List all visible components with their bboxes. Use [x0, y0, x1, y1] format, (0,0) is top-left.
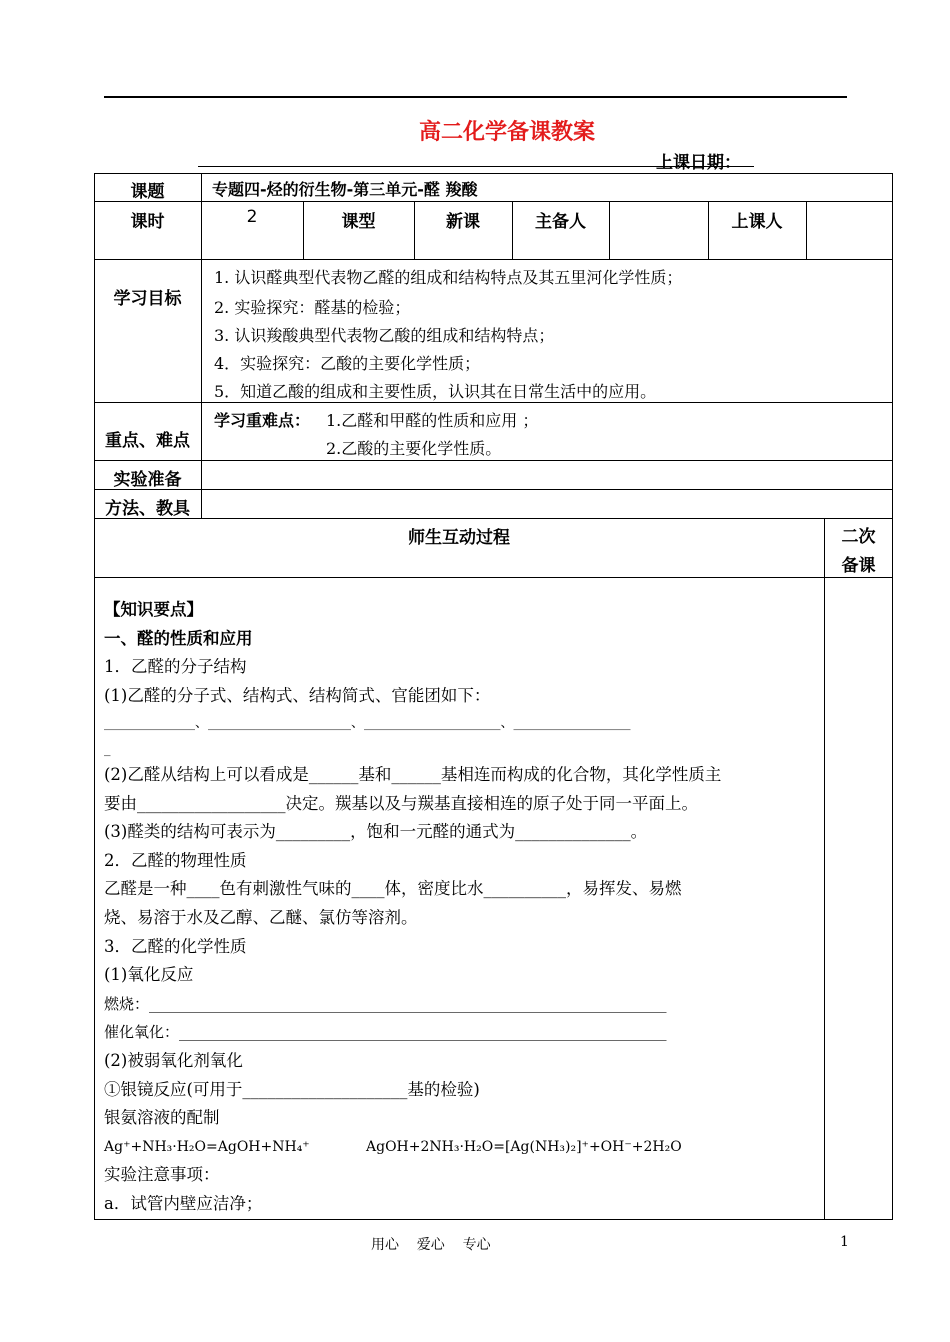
content-line: (1)乙醛的分子式、结构式、结构简式、官能团如下：: [104, 685, 491, 705]
process-header: 师生互动过程: [408, 528, 510, 548]
type-value: 新课: [446, 212, 480, 232]
col-divider: [806, 201, 807, 259]
content-line: 2．乙醛的物理性质: [104, 850, 247, 870]
row-divider: [94, 489, 893, 490]
blank-line: ______________、______________________、_____________________、__________________: [104, 716, 631, 732]
section-heading: 【知识要点】: [104, 600, 203, 619]
key-points-prefix: 学习重难点：: [214, 411, 311, 430]
content-line: 3．乙醛的化学性质: [104, 936, 247, 956]
experiment-label: 实验准备: [113, 470, 182, 490]
content-line: 银氨溶液的配制: [104, 1108, 220, 1128]
key-points-label: 重点、难点: [105, 431, 190, 451]
second-prep-label: 二次: [841, 527, 876, 547]
equation: AgOH+2NH₃·H₂O=[Ag(NH₃)₂]⁺+OH⁻+2H₂O: [366, 1138, 682, 1155]
row-divider: [94, 402, 893, 403]
content-line: 催化氧化：_________________________________________________________________: [104, 1023, 667, 1042]
content-line: 实验注意事项：: [104, 1165, 220, 1185]
date-label: 上课日期：: [656, 153, 741, 173]
content-line: 乙醛是一种____色有刺激性气味的____体，密度比水__________，易挥发、易燃: [104, 879, 682, 899]
content-line: 要由__________________决定。羰基以及与羰基直接相连的原子处于同一平面上。: [104, 793, 698, 813]
second-prep-label: 备课: [841, 556, 876, 576]
content-line: ①银镜反应(可用于____________________基的检验): [104, 1079, 480, 1099]
topic-value: 专题四-烃的衍生物-第三单元-醛 羧酸: [212, 180, 478, 199]
preparer-label: 主备人: [535, 212, 586, 232]
content-line: 燃烧：_____________________________________________________________________: [104, 994, 667, 1013]
content-line: 烧、易溶于水及乙醇、乙醚、氯仿等溶剂。: [104, 907, 418, 927]
hours-label: 课时: [130, 212, 165, 232]
key-point-item: 2.乙酸的主要化学性质。: [326, 439, 502, 458]
objectives-label: 学习目标: [113, 289, 182, 309]
objective-item: 2. 实验探究：醛基的检验；: [214, 298, 411, 317]
objective-item: 4．实验探究：乙酸的主要化学性质；: [214, 354, 481, 373]
lesson-content: [104, 596, 816, 1218]
methods-label: 方法、教具: [105, 499, 190, 519]
objective-item: 1. 认识醛典型代表物乙醛的组成和结构特点及其五里河化学性质；: [214, 268, 683, 287]
section-title: 一、醛的性质和应用: [104, 628, 253, 648]
content-line: (1)氧化反应: [104, 965, 194, 985]
equation: Ag⁺+NH₃·H₂O=AgOH+NH₄⁺: [104, 1138, 310, 1155]
row-divider: [94, 577, 893, 578]
content-line: a．试管内壁应洁净；: [104, 1193, 263, 1213]
footer-motto: 用心 爱心 专心: [371, 1237, 491, 1253]
content-line: 1．乙醛的分子结构: [104, 657, 247, 677]
hours-value: 2: [246, 207, 258, 227]
col-divider: [824, 518, 825, 1220]
objective-item: 5．知道乙酸的组成和主要性质，认识其在日常生活中的应用。: [214, 382, 657, 401]
type-label: 课型: [341, 212, 376, 232]
header-rule: [104, 96, 847, 98]
topic-label: 课题: [130, 182, 165, 202]
row-divider: [94, 201, 893, 202]
row-divider: [94, 259, 893, 260]
teacher-label: 上课人: [731, 212, 783, 232]
page-number: 1: [840, 1234, 849, 1250]
content-line: (2)乙醛从结构上可以看成是______基和______基相连而构成的化合物，其化学性质主: [104, 764, 722, 784]
content-line: (2)被弱氧化剂氧化: [104, 1050, 243, 1070]
equation-line: [104, 1133, 816, 1162]
page-title: 高二化学备课教案: [418, 120, 595, 145]
blank-line: _: [104, 741, 111, 757]
objective-item: 3. 认识羧酸典型代表物乙酸的组成和结构特点；: [214, 326, 555, 345]
content-line: (3)醛类的结构可表示为_________，饱和一元醛的通式为______________。: [104, 822, 648, 842]
col-divider: [609, 201, 610, 259]
row-divider: [94, 460, 893, 461]
key-point-item: 1.乙醛和甲醛的性质和应用 ；: [326, 411, 539, 430]
row-divider: [94, 518, 893, 519]
